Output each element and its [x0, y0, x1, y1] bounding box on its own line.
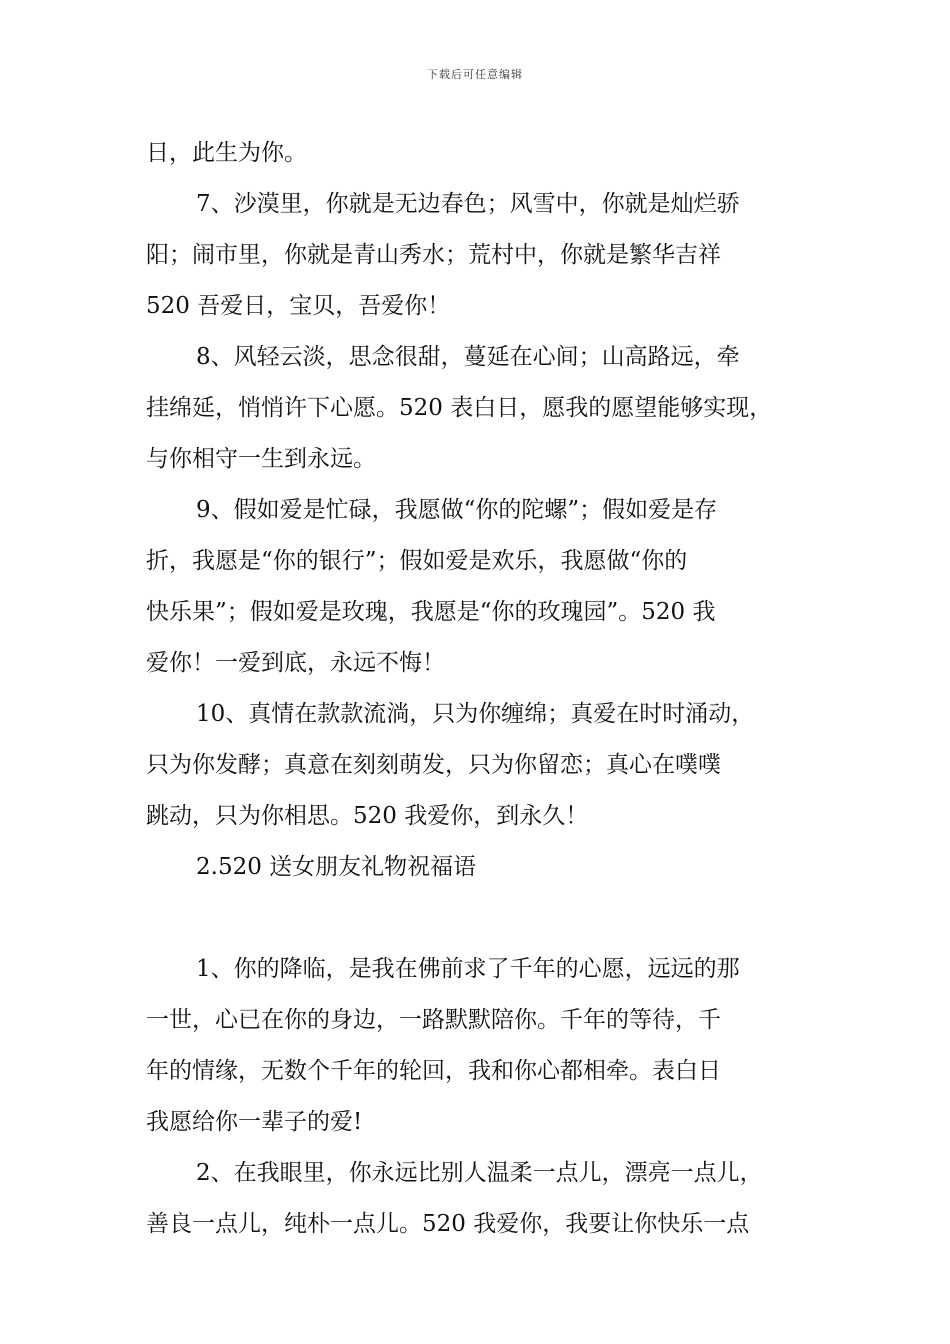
section-title: 2.520 送女朋友礼物祝福语	[196, 854, 477, 880]
paragraph-2-line-1: 2、在我眼里，你永远比别人温柔一点儿，漂亮一点儿，	[196, 1160, 763, 1186]
page-header-note: 下载后可任意编辑	[427, 68, 523, 81]
paragraph-10-line-1: 10、真情在款款流淌，只为你缠绵；真爱在时时涌动，	[196, 701, 755, 727]
paragraph-9-line-2: 折，我愿是“你的银行”；假如爱是欢乐，我愿做“你的	[146, 548, 688, 574]
paragraph-9-line-1: 9、假如爱是忙碌，我愿做“你的陀螺”；假如爱是存	[196, 497, 718, 523]
paragraph-9-line-3: 快乐果”；假如爱是玫瑰，我愿是“你的玫瑰园”。520 我	[146, 599, 716, 625]
paragraph-1-line-3: 年的情缘，无数个千年的轮回，我和你心都相牵。表白日	[146, 1058, 721, 1084]
paragraph-1-line-1: 1、你的降临，是我在佛前求了千年的心愿，远远的那	[196, 956, 740, 982]
text-line: 日，此生为你。	[146, 140, 307, 166]
blank-spacer	[146, 893, 826, 944]
paragraph-7-line-3: 520 吾爱日，宝贝，吾爱你！	[146, 293, 451, 319]
paragraph-7-line-1: 7、沙漠里，你就是无边春色；风雪中，你就是灿烂骄	[196, 191, 740, 217]
paragraph-8-line-2: 挂绵延，悄悄许下心愿。520 表白日，愿我的愿望能够实现，	[146, 395, 773, 421]
paragraph-1-line-4: 我愿给你一辈子的爱!	[146, 1109, 363, 1135]
paragraph-8-line-1: 8、风轻云淡，思念很甜，蔓延在心间；山高路远，牵	[196, 344, 740, 370]
document-body	[146, 128, 826, 1250]
paragraph-10-line-2: 只为你发酵；真意在刻刻萌发，只为你留恋；真心在噗噗	[146, 752, 721, 778]
paragraph-9-line-4: 爱你！一爱到底，永远不悔！	[146, 650, 445, 676]
paragraph-7-line-2: 阳；闹市里，你就是青山秀水；荒村中，你就是繁华吉祥	[146, 242, 721, 268]
paragraph-2-line-2: 善良一点儿，纯朴一点儿。520 我爱你，我要让你快乐一点	[146, 1211, 750, 1237]
paragraph-10-line-3: 跳动，只为你相思。520 我爱你，到永久！	[146, 803, 589, 829]
paragraph-1-line-2: 一世，心已在你的身边，一路默默陪你。千年的等待，千	[146, 1007, 721, 1033]
paragraph-8-line-3: 与你相守一生到永远。	[146, 446, 376, 472]
